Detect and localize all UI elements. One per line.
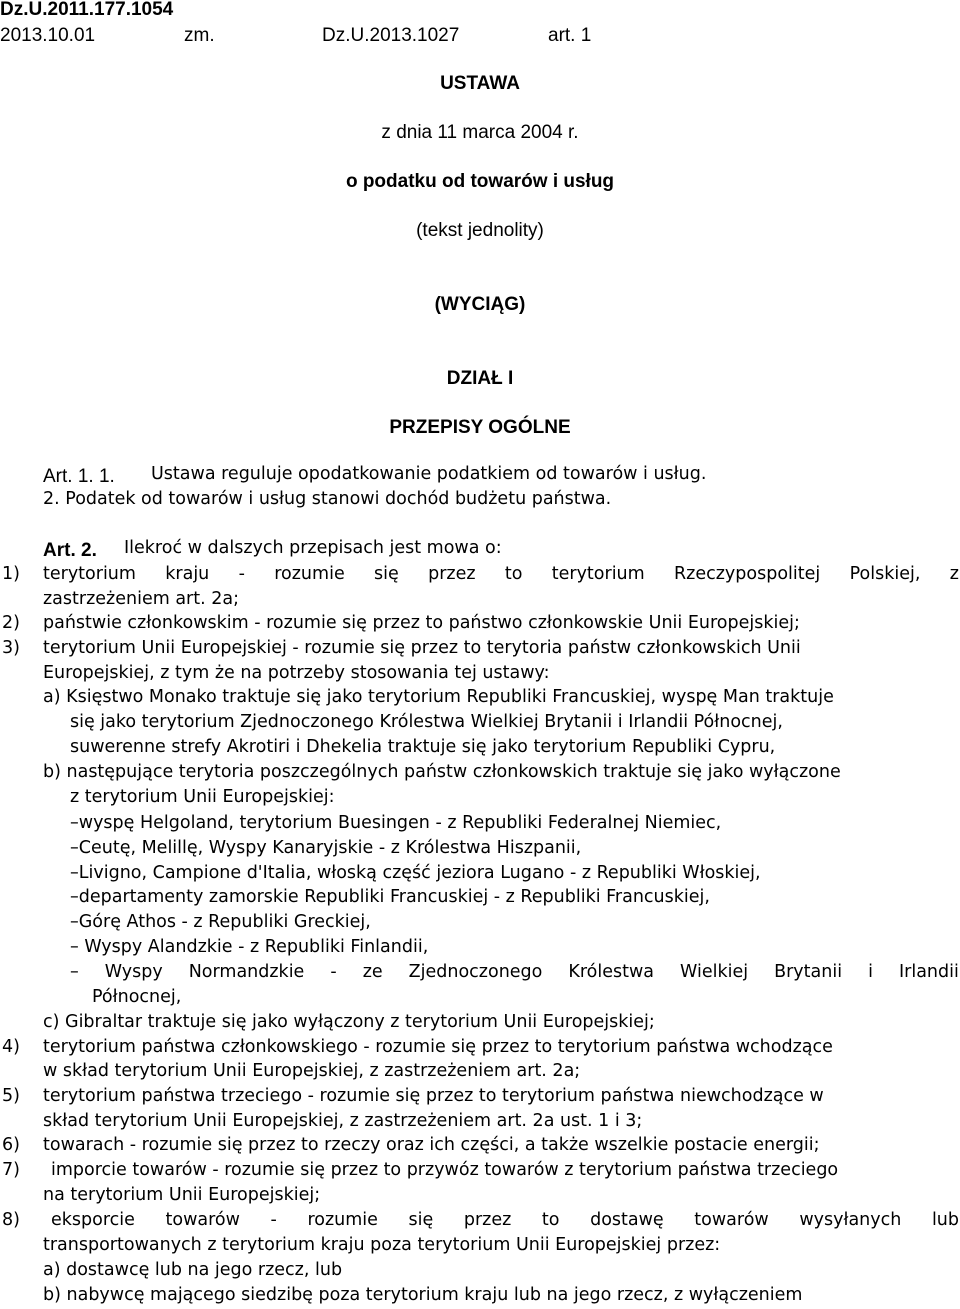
division-label: DZIAŁ I <box>446 368 514 389</box>
item-4-number: 4) <box>2 1037 20 1057</box>
change-article: art. 1 <box>548 25 592 46</box>
dash-item-3: –Livigno, Campione d'Italia, włoską część jeziora Lugano - z Republiki Włoskiej, <box>70 863 761 883</box>
item-2-line-1: państwie członkowskim - rozumie się przez to państwo członkowskie Unii Europejskiej; <box>43 613 800 633</box>
change-prefix: zm. <box>184 25 215 46</box>
dash-item-7-line-2: Północnej, <box>92 987 182 1007</box>
item-3-line-1: terytorium Unii Europejskiej - rozumie się przez to terytoria państw członkowskich Unii <box>43 638 801 658</box>
act-title: o podatku od towarów i usług <box>345 171 615 192</box>
item-5-line-1: terytorium państwa trzeciego - rozumie się przez to terytorium państwa niewchodzące w <box>43 1086 824 1106</box>
item-3a-line-2: się jako terytorium Zjednoczonego Królestwa Wielkiej Brytanii i Irlandii Północnej, <box>70 712 783 732</box>
art1-paragraph-2: 2. Podatek od towarów i usług stanowi dochód budżetu państwa. <box>43 489 612 509</box>
item-5-line-2: skład terytorium Unii Europejskiej, z zastrzeżeniem art. 2a ust. 1 i 3; <box>43 1111 643 1131</box>
item-4-line-2: w skład terytorium Unii Europejskiej, z zastrzeżeniem art. 2a; <box>43 1061 581 1081</box>
art2-intro: Ilekroć w dalszych przepisach jest mowa o: <box>124 538 502 558</box>
item-3a-line-3: suwerenne strefy Akrotiri i Dhekelia traktuje się jako terytorium Republiki Cypru, <box>70 737 776 757</box>
extract-label: (WYCIĄG) <box>434 294 526 315</box>
item-3a-line-1: a) Księstwo Monako traktuje się jako terytorium Republiki Francuskiej, wyspę Man traktuje <box>43 687 834 707</box>
item-7-number: 7) <box>2 1160 20 1180</box>
item-3b-line-2: z terytorium Unii Europejskiej: <box>70 787 335 807</box>
version-date: 2013.10.01 <box>0 25 96 46</box>
dash-item-6: – Wyspy Alandzkie - z Republiki Finlandii, <box>70 937 429 957</box>
dash-item-7-line-1: – Wyspy Normandzkie - ze Zjednoczonego Królestwa Wielkiej Brytanii i Irlandii <box>70 962 959 982</box>
document-reference: Dz.U.2011.177.1054 <box>0 0 174 20</box>
dash-item-2: –Ceutę, Melillę, Wyspy Kanaryjskie - z Królestwa Hiszpanii, <box>70 838 582 858</box>
act-date: z dnia 11 marca 2004 r. <box>381 122 579 143</box>
item-1-line-1: terytorium kraju - rozumie się przez to terytorium Rzeczypospolitej Polskiej, z <box>43 564 959 584</box>
item-8b-line-1: b) nabywcę mającego siedzibę poza terytorium kraju lub na jego rzecz, z wyłączeniem <box>43 1285 803 1305</box>
art1-label: Art. 1. 1. <box>43 466 115 487</box>
item-3c-line-1: c) Gibraltar traktuje się jako wyłączony z terytorium Unii Europejskiej; <box>43 1012 655 1032</box>
dash-item-5: –Górę Athos - z Republiki Greckiej, <box>70 912 371 932</box>
item-3b-line-1: b) następujące terytoria poszczególnych państw członkowskich traktuje się jako wyłączone <box>43 762 841 782</box>
item-1-line-2: zastrzeżeniem art. 2a; <box>43 589 239 609</box>
item-3-number: 3) <box>2 638 20 658</box>
dash-item-4: –departamenty zamorskie Republiki Francuskiej - z Republiki Francuskiej, <box>70 887 710 907</box>
item-6-number: 6) <box>2 1135 20 1155</box>
art2-label: Art. 2. <box>43 540 97 561</box>
item-1-number: 1) <box>2 564 20 584</box>
item-8-line-1: eksporcie towarów - rozumie się przez to dostawę towarów wysyłanych lub <box>51 1210 959 1230</box>
change-reference: Dz.U.2013.1027 <box>322 25 460 46</box>
dash-item-1: –wyspę Helgoland, terytorium Buesingen - z Republiki Federalnej Niemiec, <box>70 813 722 833</box>
act-type: USTAWA <box>440 73 520 94</box>
art1-paragraph-1: Ustawa reguluje opodatkowanie podatkiem od towarów i usług. <box>151 464 707 484</box>
item-2-number: 2) <box>2 613 20 633</box>
item-8-line-2: transportowanych z terytorium kraju poza terytorium Unii Europejskiej przez: <box>43 1235 721 1255</box>
item-7-line-1: imporcie towarów - rozumie się przez to przywóz towarów z terytorium państwa trzeciego <box>51 1160 839 1180</box>
item-4-line-1: terytorium państwa członkowskiego - rozumie się przez to terytorium państwa wchodzące <box>43 1037 833 1057</box>
item-7-line-2: na terytorium Unii Europejskiej; <box>43 1185 321 1205</box>
item-5-number: 5) <box>2 1086 20 1106</box>
act-variant: (tekst jednolity) <box>416 220 544 241</box>
division-title: PRZEPISY OGÓLNE <box>389 417 571 438</box>
item-8a-line-1: a) dostawcę lub na jego rzecz, lub <box>43 1260 343 1280</box>
item-3-line-2: Europejskiej, z tym że na potrzeby stosowania tej ustawy: <box>43 663 550 683</box>
item-8-number: 8) <box>2 1210 20 1230</box>
item-6-line-1: towarach - rozumie się przez to rzeczy oraz ich części, a także wszelkie postacie energii; <box>43 1135 820 1155</box>
